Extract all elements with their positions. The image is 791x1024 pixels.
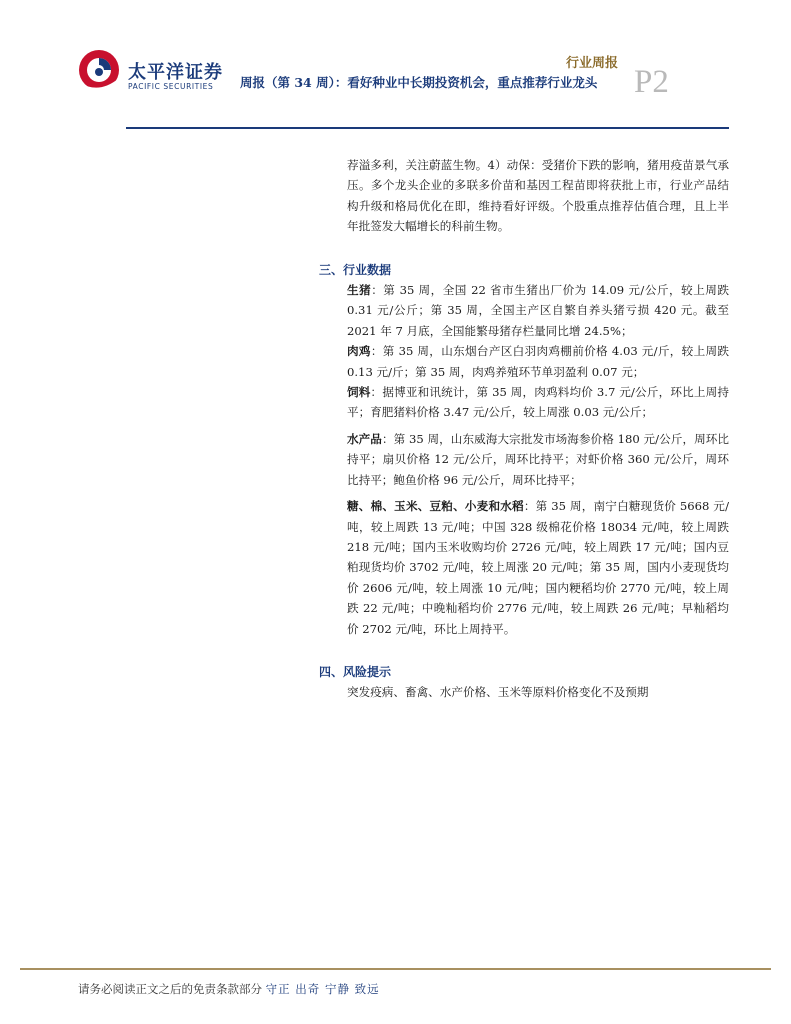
risk-text: 突发疫病、畜禽、水产价格、玉米等原料价格变化不及预期	[347, 685, 649, 700]
logo-cn-text: 太平洋证券	[128, 62, 223, 83]
header-divider	[126, 127, 729, 129]
item-crops	[347, 496, 729, 639]
page-number: P2	[634, 64, 669, 100]
section-heading-risk: 四、风险提示	[319, 664, 392, 679]
footer-divider	[20, 968, 771, 970]
item-label: 糖、棉、玉米、豆粕、小麦和水稻	[347, 499, 524, 514]
item-text: ：第 35 周，山东威海大宗批发市场海参价格 180 元/公斤，周环比持平；扇贝价格 12 元/公斤，周环比持平；对虾价格 360 元/公斤，周环比持平；鲍鱼价格 96 元/公斤，周环比持平；	[347, 431, 729, 487]
item-aquatic	[347, 429, 729, 490]
footer-motto: 守正 出奇 宁静 致远	[265, 982, 380, 996]
report-title: 周报（第 34 周）：看好种业中长期投资机会，重点推荐行业龙头	[240, 75, 598, 90]
item-text: ：第 35 周，山东烟台产区白羽肉鸡棚前价格 4.03 元/斤，较上周跌 0.13 元/斤；第 35 周，肉鸡养殖环节单羽盈利 0.07 元；	[347, 344, 729, 379]
item-text: ：据博亚和讯统计，第 35 周，肉鸡料均价 3.7 元/公斤，环比上周持平；育肥猪料价格 3.47 元/公斤，较上周涨 0.03 元/公斤；	[347, 385, 729, 420]
section-heading-industry-data: 三、行业数据	[319, 262, 392, 277]
report-body	[319, 155, 729, 703]
item-label: 生猪	[347, 283, 372, 298]
item-text: ：第 35 周，南宁白糖现货价 5668 元/吨，较上周跌 13 元/吨；中国 328 级棉花价格 18034 元/吨，较上周跌 218 元/吨；国内玉米收购均价 2726 元/吨，较上周跌 17 元/吨；国内豆粕现货均价 3702 元/吨，较上周涨 20 元/吨；第 35 周，国内小麦现货均价 2606 元/吨，较上周涨 10 元/吨；国内粳稻均价 2770 元/吨，较上周跌 22 元/吨；中晚籼稻均价 2776 元/吨，较上周跌 26 元/吨；早籼稻均价 2702 元/吨，环比上周持平。	[347, 499, 729, 636]
item-feed	[347, 382, 729, 423]
item-label: 水产品	[347, 431, 382, 446]
footer-disclaimer: 请务必阅读正文之后的免责条款部分	[78, 982, 262, 996]
item-text: ：第 35 周，全国 22 省市生猪出厂价为 14.09 元/公斤，较上周跌 0.31 元/公斤；第 35 周，全国主产区自繁自养头猪亏损 420 元。截至 2021 年 7 月底，全国能繁母猪存栏量同比增 24.5%；	[347, 283, 729, 338]
item-hog	[347, 280, 729, 341]
item-broiler	[347, 341, 729, 382]
footer	[78, 981, 380, 997]
report-type: 行业周报	[566, 56, 619, 71]
intro-paragraph: 荐溢多利，关注蔚蓝生物。4）动保：受猪价下跌的影响，猪用疫苗景气承压。多个龙头企业的多联多价苗和基因工程苗即将获批上市，行业产品结构升级和格局优化在即，维持看好评级。个股重点推荐估值合理，且上半年批签发大幅增长的科前生物。	[347, 158, 729, 234]
item-label: 饲料	[347, 385, 371, 400]
logo-en-text: PACIFIC SECURITIES	[128, 82, 214, 91]
item-label: 肉鸡	[347, 344, 371, 359]
